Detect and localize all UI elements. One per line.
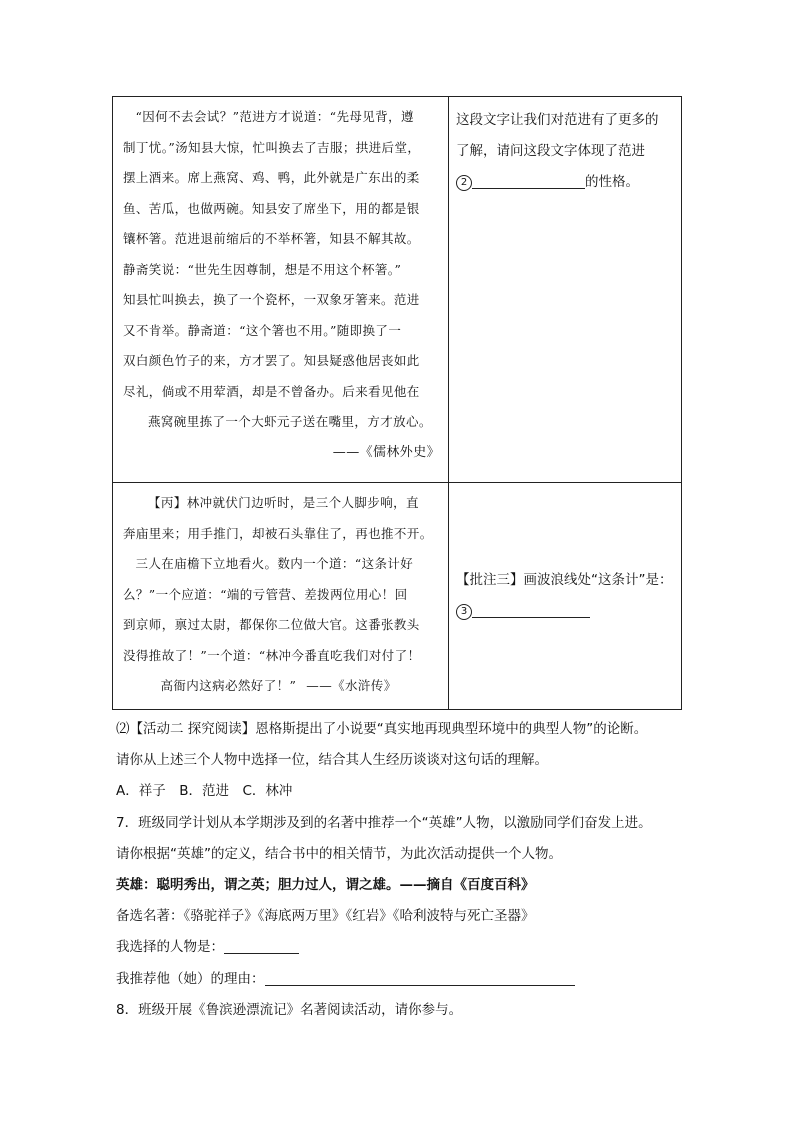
activity2-line: 请你从上述三个人物中选择一位，结合其人生经历谈谈对这句话的理解。: [116, 752, 548, 769]
activity2-line: ⑵【活动二 探究阅读】恩格斯提出了小说要“真实地再现典型环境中的典型人物”的论断。: [116, 721, 648, 737]
q7-line: 7．班级同学计划从本学期涉及到的名著中推荐一个“英雄”人物，以激励同学们奋发上进。: [116, 814, 652, 831]
answer-line: [456, 167, 677, 198]
passage-line: 【丙】林冲就伏门边听时，是三个人脚步响，直: [148, 495, 419, 510]
passage-line: 么？”一个应道：“端的亏管营、差拨两位用心！回: [123, 586, 408, 602]
passage-line: 奔庙里来；用手推门，却被石头靠住了，再也推不开。: [123, 525, 433, 541]
question-line: 【批注三】画波浪线处“这条计”是：: [456, 572, 673, 588]
answer-line: [456, 596, 677, 627]
choice-blank[interactable]: [224, 937, 299, 954]
passage-rulin-waishi: [113, 97, 448, 482]
passage-text: 高衙内这病必然好了！”: [160, 678, 297, 693]
choice-line: [116, 932, 716, 963]
passage-source: ——《儒林外史》: [332, 444, 440, 460]
question-annotation-three: [449, 483, 683, 711]
candidate-books: 备选名著：《骆驼祥子》《海底两万里》《红岩》《哈利波特与死亡圣器》: [116, 908, 535, 925]
hero-definition: 英雄：聪明秀出，谓之英；胆力过人，谓之雄。——摘自《百度百科》: [116, 877, 535, 894]
q7-line: 请你根据“英雄”的定义，结合书中的相关情节，为此次活动提供一个人物。: [116, 845, 562, 862]
reading-table: [112, 96, 682, 710]
reason-label: 我推荐他（她）的理由：: [116, 970, 265, 987]
passage-shuihu: [113, 483, 448, 711]
circled-number: 2: [456, 175, 472, 191]
passage-line: 镶杯箸。范进退前缩后的不举杯箸，知县不解其故。: [123, 231, 420, 246]
activity2-options: A．祥子 B．范进 C．林冲: [116, 783, 293, 800]
passage-line: 制丁忧。”汤知县大惊，忙叫换去了吉服；拱进后堂，: [123, 139, 421, 155]
passage-line: 双白颜色竹子的来，方才罢了。知县疑惑他居丧如此: [123, 353, 420, 368]
passage-line: [123, 671, 440, 702]
passage-line: 摆上酒来。席上燕窝、鸡、鸭，此外就是广东出的柔: [123, 170, 420, 185]
passage-line: 静斋笑说：“世先生因尊制，想是不用这个杯箸。”: [123, 261, 402, 277]
question-fanjin: [449, 97, 683, 482]
passage-line: 鱼、苦瓜，也做两碗。知县安了席坐下，用的都是银: [123, 200, 420, 216]
passage-line: 燕窝碗里拣了一个大虾元子送在嘴里，方才放心。: [148, 414, 432, 429]
answer-blank[interactable]: [472, 601, 590, 618]
reason-line: [116, 964, 716, 995]
passage-line: 尽礼，倘或不用荤酒，却是不曾备办。后来看见他在: [123, 383, 420, 399]
passage-line: “因何不去会试？”范进方才说道：“先母见背，遵: [135, 109, 414, 124]
passage-line: 知县忙叫换去，换了一个瓷杯，一双象牙箸来。范进: [123, 292, 420, 307]
answer-blank[interactable]: [472, 172, 585, 189]
question-line: 这段文字让我们对范进有了更多的: [456, 112, 659, 128]
question-line: 了解，请问这段文字体现了范进: [456, 143, 645, 159]
circled-number: 3: [456, 604, 472, 620]
q8-line: 8．班级开展《鲁滨逊漂流记》名著阅读活动，请你参与。: [116, 1001, 463, 1018]
questions-section: [116, 714, 716, 1026]
passage-line: 到京师，禀过太尉，都保你二位做大官。这番张教头: [123, 617, 420, 632]
answer-suffix: 的性格。: [585, 174, 639, 190]
passage-line: 三人在庙檐下立地看火。数内一个道：“这条计好: [135, 556, 414, 571]
reason-blank[interactable]: [265, 969, 575, 986]
passage-line: 又不肯举。静斋道：“这个箸也不用。”随即换了一: [123, 322, 402, 338]
passage-source: ——《水浒传》: [306, 678, 397, 693]
choice-label: 我选择的人物是：: [116, 939, 224, 956]
passage-line: 没得推故了！”一个道：“林冲今番直吃我们对付了！: [123, 647, 421, 663]
